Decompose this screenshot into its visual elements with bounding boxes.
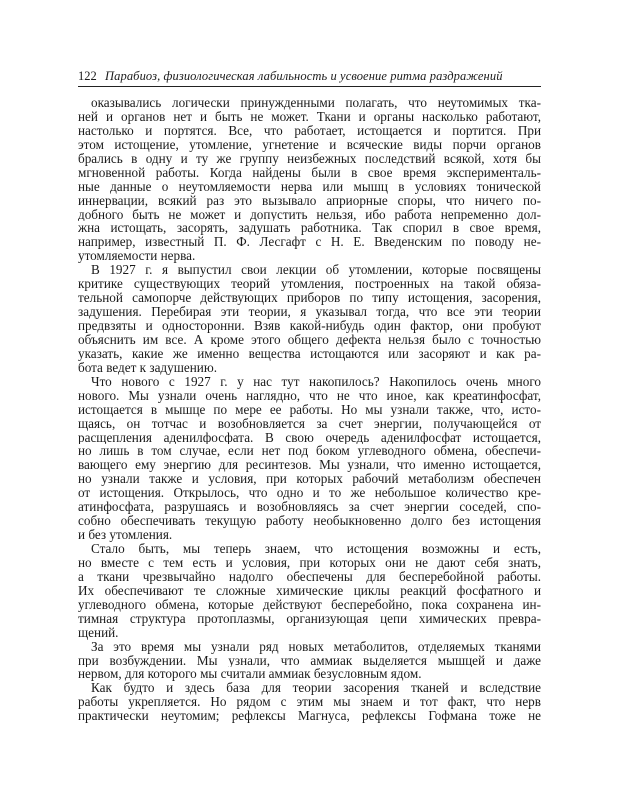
text-line: ные данные о неутомляемости нерва или мышц в условиях тонической (78, 179, 541, 194)
text-line: Их обеспечивают те сложные химические циклы реакций фосфатного и (78, 583, 541, 598)
text-line: задушения. Перебирая эти теории, я указывал тогда, что все эти теории (78, 305, 541, 319)
text-line: работы укрепляется. Но рядом с этим мы знаем и тот факт, что нерв (78, 695, 541, 710)
text-line: но узнали также и условия, при которых рабочий метаболизм обеспечен (78, 472, 541, 487)
text-line: настолько и портятся. Все, что работает, истощается и портится. При (78, 123, 541, 138)
paragraph (78, 375, 541, 542)
text-line: щаясь, он тотчас и возобновляется за счет энергии, получающейся от (78, 416, 541, 431)
text-line: а ткани чрезвычайно надолго обеспечены для бесперебойной работы. (78, 569, 541, 584)
text-line: но лишь в том случае, если нет под боком углеводного обмена, обеспечи- (78, 444, 541, 459)
text-line: иннервации, всякий раз это вызывало априорные споры, что ничего по- (78, 193, 541, 208)
text-line: этом истощение, утомление, угнетение и всяческие виды порчи органов (78, 137, 541, 152)
page-body (78, 96, 541, 723)
paragraph (78, 263, 541, 375)
text-line: утомляемости нерва. (78, 249, 196, 264)
running-header (78, 68, 541, 87)
text-line: и без утомления. (78, 528, 173, 542)
text-line: добного быть не может и допустить нельзя, ибо работа непременно дол- (78, 207, 541, 222)
text-line: атинфосфата, разрушаясь и возобновляясь за счет энергии соседей, спо- (78, 500, 541, 515)
text-line: вающего ему энергию для ресинтезов. Мы узнали, что именно истощается, (78, 458, 541, 473)
text-line: бота ведет к задушению. (78, 360, 217, 375)
text-line: жна истощать, засорять, задушать работника. Так спорил в свое время, (78, 221, 541, 236)
paragraph (78, 681, 541, 723)
text-line: от истощения. Открылось, что одно и то же небольшое количество кре- (78, 486, 541, 501)
text-line: практически неутомим; рефлексы Магнуса, рефлексы Гофмана тоже не (78, 709, 541, 724)
text-line: нервом, для которого мы считали аммиак безусловным ядом. (78, 667, 422, 682)
text-line: например, известный П. Ф. Лесгафт с Н. Е. Введенским по поводу не- (78, 235, 541, 250)
text-line: собно обеспечивать текущую работу необыкновенно долго без истощения (78, 514, 541, 529)
text-line: объяснить им все. А кроме этого общего дефекта нельзя было с точностью (78, 332, 541, 347)
text-line: щений. (78, 625, 119, 640)
text-line: оказывались логически принужденными полагать, что неутомимых тка- (91, 96, 541, 110)
text-line: истощается в мышце по мере ее работы. Но мы узнали также, что, исто- (78, 402, 541, 417)
text-line: указать, какие же именно вещества истощаются или засоряют и как ра- (78, 346, 541, 361)
text-line: мгновенной работы. Когда найдены были в свое время эксперименталь- (78, 165, 541, 180)
text-line: Стало быть, мы теперь знаем, что истощения возможны и есть, (91, 542, 541, 556)
text-line: предвзяты и односторонни. Взяв какой-нибудь один фактор, они пробуют (78, 319, 541, 333)
text-line: при возбуждении. Мы узнали, что аммиак выделяется мышцей и даже (78, 653, 541, 668)
text-line: критике существующих теорий утомления, построенных на такой обяза- (78, 277, 541, 292)
paragraph (78, 96, 541, 263)
text-line: тельной самопорче действующих приборов по типу истощения, засорения, (78, 291, 541, 306)
text-line: За это время мы узнали ряд новых метаболитов, отделяемых тканями (91, 639, 541, 654)
text-line: Что нового с 1927 г. у нас тут накопилось? Накопилось очень много (91, 374, 541, 389)
page-number: 122 (78, 69, 97, 83)
text-line: нового. Мы узнали очень наглядно, что не что иное, как креатинфосфат, (78, 388, 541, 403)
text-line: углеводного обмена, которые действуют бесперебойно, пока сохранена ин- (78, 597, 541, 612)
text-line: В 1927 г. я выпустил свои лекции об утомлении, которые посвящены (91, 263, 541, 278)
text-line: ней и органов нет и быть не может. Ткани и органы насколько работают, (78, 109, 541, 124)
text-line: тимная структура протоплазмы, организующая цепи химических превра- (78, 611, 541, 626)
text-line: брались в одну и ту же группу неизбежных последствий всякой, хотя бы (78, 151, 541, 166)
paragraph (78, 640, 541, 682)
paragraph (78, 542, 541, 640)
text-line: но вместе с тем есть и условия, при которых они не дают себя знать, (78, 555, 541, 570)
running-title: Парабиоз, физиологическая лабильность и усвоение ритма раздражений (105, 69, 503, 83)
text-line: расщепления аденилфосфата. В свою очередь аденилфосфат истощается, (78, 430, 541, 445)
text-line: Как будто и здесь база для теории засорения тканей и вследствие (91, 681, 541, 696)
